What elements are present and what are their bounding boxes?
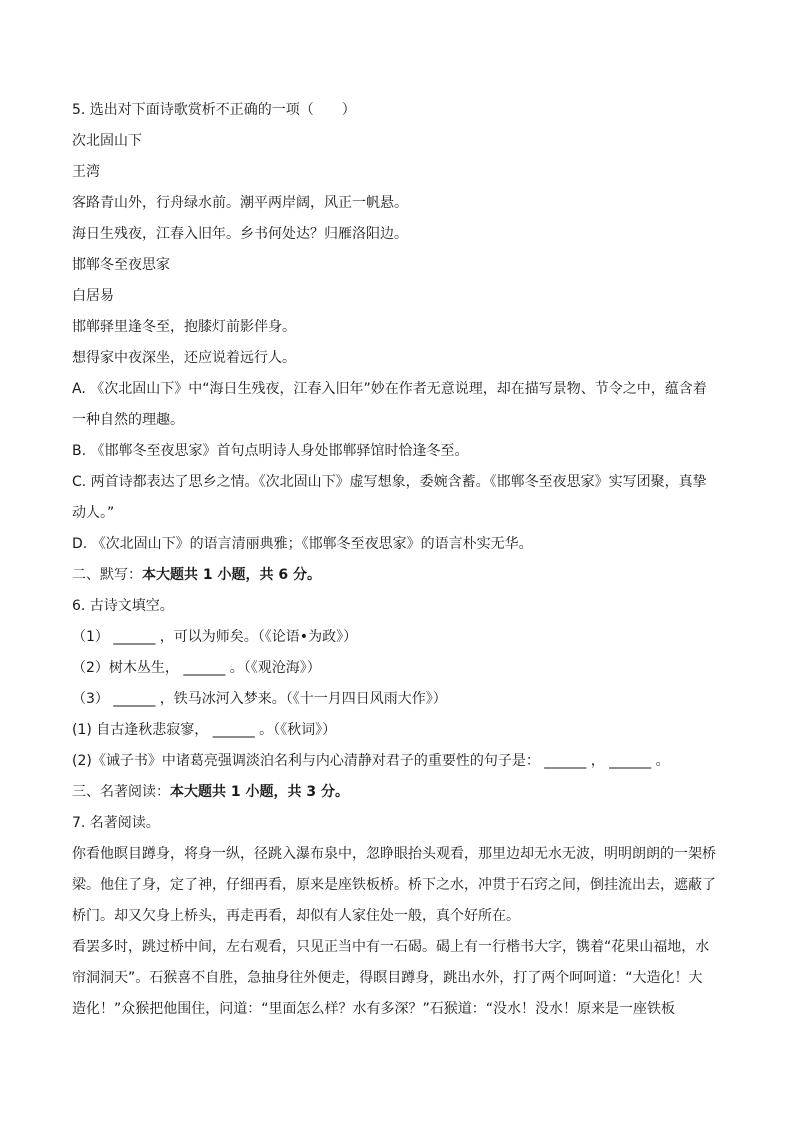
- section-3-heading: [72, 782, 722, 802]
- question-6-stem: 6. 古诗文填空。: [72, 598, 174, 614]
- poem-2-title: 邯郸冬至夜思家: [72, 257, 170, 273]
- section-3-info: 本大题共 1 小题，共 3 分。: [170, 784, 349, 800]
- poem-1-line-2: 海日生残夜，江春入旧年。乡书何处达？归雁洛阳边。: [72, 226, 408, 242]
- passage-p1-line-1: 你看他瞑目蹲身，将身一纵，径跳入瀑布泉中，忽睁眼抬头观看，那里边却无水无波，明明朗朗的一架桥: [72, 846, 716, 862]
- section-2-label: 二、默写：: [72, 567, 142, 583]
- section-2-info: 本大题共 1 小题，共 6 分。: [142, 567, 321, 583]
- fill-item-4: (1) 自古逢秋悲寂寥， ______ 。（《秋词》）: [72, 722, 337, 738]
- option-d: D. 《次北固山下》的语言清丽典雅；《邯郸冬至夜思家》的语言朴实无华。: [72, 536, 533, 552]
- fill-item-3: （3） ______ ，铁马冰河入梦来。（《十一月四日风雨大作》）: [72, 691, 447, 707]
- option-c-line-2: 动人。”: [72, 505, 115, 521]
- question-5-stem: 5. 选出对下面诗歌赏析不正确的一项（ ）: [72, 102, 356, 118]
- exam-page: [72, 100, 722, 1030]
- option-b: B. 《邯郸冬至夜思家》首句点明诗人身处邯郸驿馆时恰逢冬至。: [72, 443, 469, 459]
- option-a-line-1: A. 《次北固山下》中“海日生残夜，江春入旧年”妙在作者无意说理，却在描写景物、节令之中，蕴含着: [72, 381, 707, 397]
- fill-item-1: （1） ______ ，可以为师矣。（《论语•为政》）: [72, 629, 358, 645]
- passage-paragraph-1: [72, 844, 722, 926]
- section-3-label: 三、名著阅读：: [72, 784, 170, 800]
- passage-p1-line-2: 梁。他住了身，定了神，仔细再看，原来是座铁板桥。桥下之水，冲贯于石窍之间，倒挂流出去，遮蔽了: [72, 877, 716, 893]
- passage-p2-line-3: 造化！”众猴把他围住，问道：“里面怎么样？水有多深？”石猴道：“没水！没水！原来是一座铁板: [72, 1001, 676, 1017]
- option-a-line-2: 一种自然的理趣。: [72, 412, 184, 428]
- passage-paragraph-2: [72, 937, 722, 1019]
- poem-1-line-1: 客路青山外，行舟绿水前。潮平两岸阔，风正一帆悬。: [72, 195, 408, 211]
- passage-p2-line-2: 帘洞洞天”。石猴喜不自胜，急抽身往外便走，得瞑目蹲身，跳出水外，打了两个呵呵道：“大造化！大: [72, 970, 703, 986]
- poem-2-line-2: 想得家中夜深坐，还应说着远行人。: [72, 350, 296, 366]
- poem-2-author: 白居易: [72, 288, 114, 304]
- question-7-stem: 7. 名著阅读。: [72, 815, 160, 831]
- fill-item-5: (2)《诫子书》中诸葛亮强调淡泊名利与内心清静对君子的重要性的句子是： ______ ， ______ 。: [72, 753, 670, 769]
- option-c-line-1: C. 两首诗都表达了思乡之情。《次北固山下》虚写想象，委婉含蓄。《邯郸冬至夜思家》实写团聚，真挚: [72, 474, 707, 490]
- passage-p2-line-1: 看罢多时，跳过桥中间，左右观看，只见正当中有一石碣。碣上有一行楷书大字，镌着“花果山福地，水: [72, 939, 710, 955]
- poem-2-line-1: 邯郸驿里逢冬至，抱膝灯前影伴身。: [72, 319, 296, 335]
- poem-1-title: 次北固山下: [72, 133, 142, 149]
- fill-item-2: （2）树木丛生， ______ 。（《观沧海》）: [72, 660, 321, 676]
- passage-p1-line-3: 桥门。却又欠身上桥头，再走再看，却似有人家住处一般，真个好所在。: [72, 908, 520, 924]
- section-2-heading: [72, 565, 722, 585]
- poem-1-author: 王湾: [72, 164, 100, 180]
